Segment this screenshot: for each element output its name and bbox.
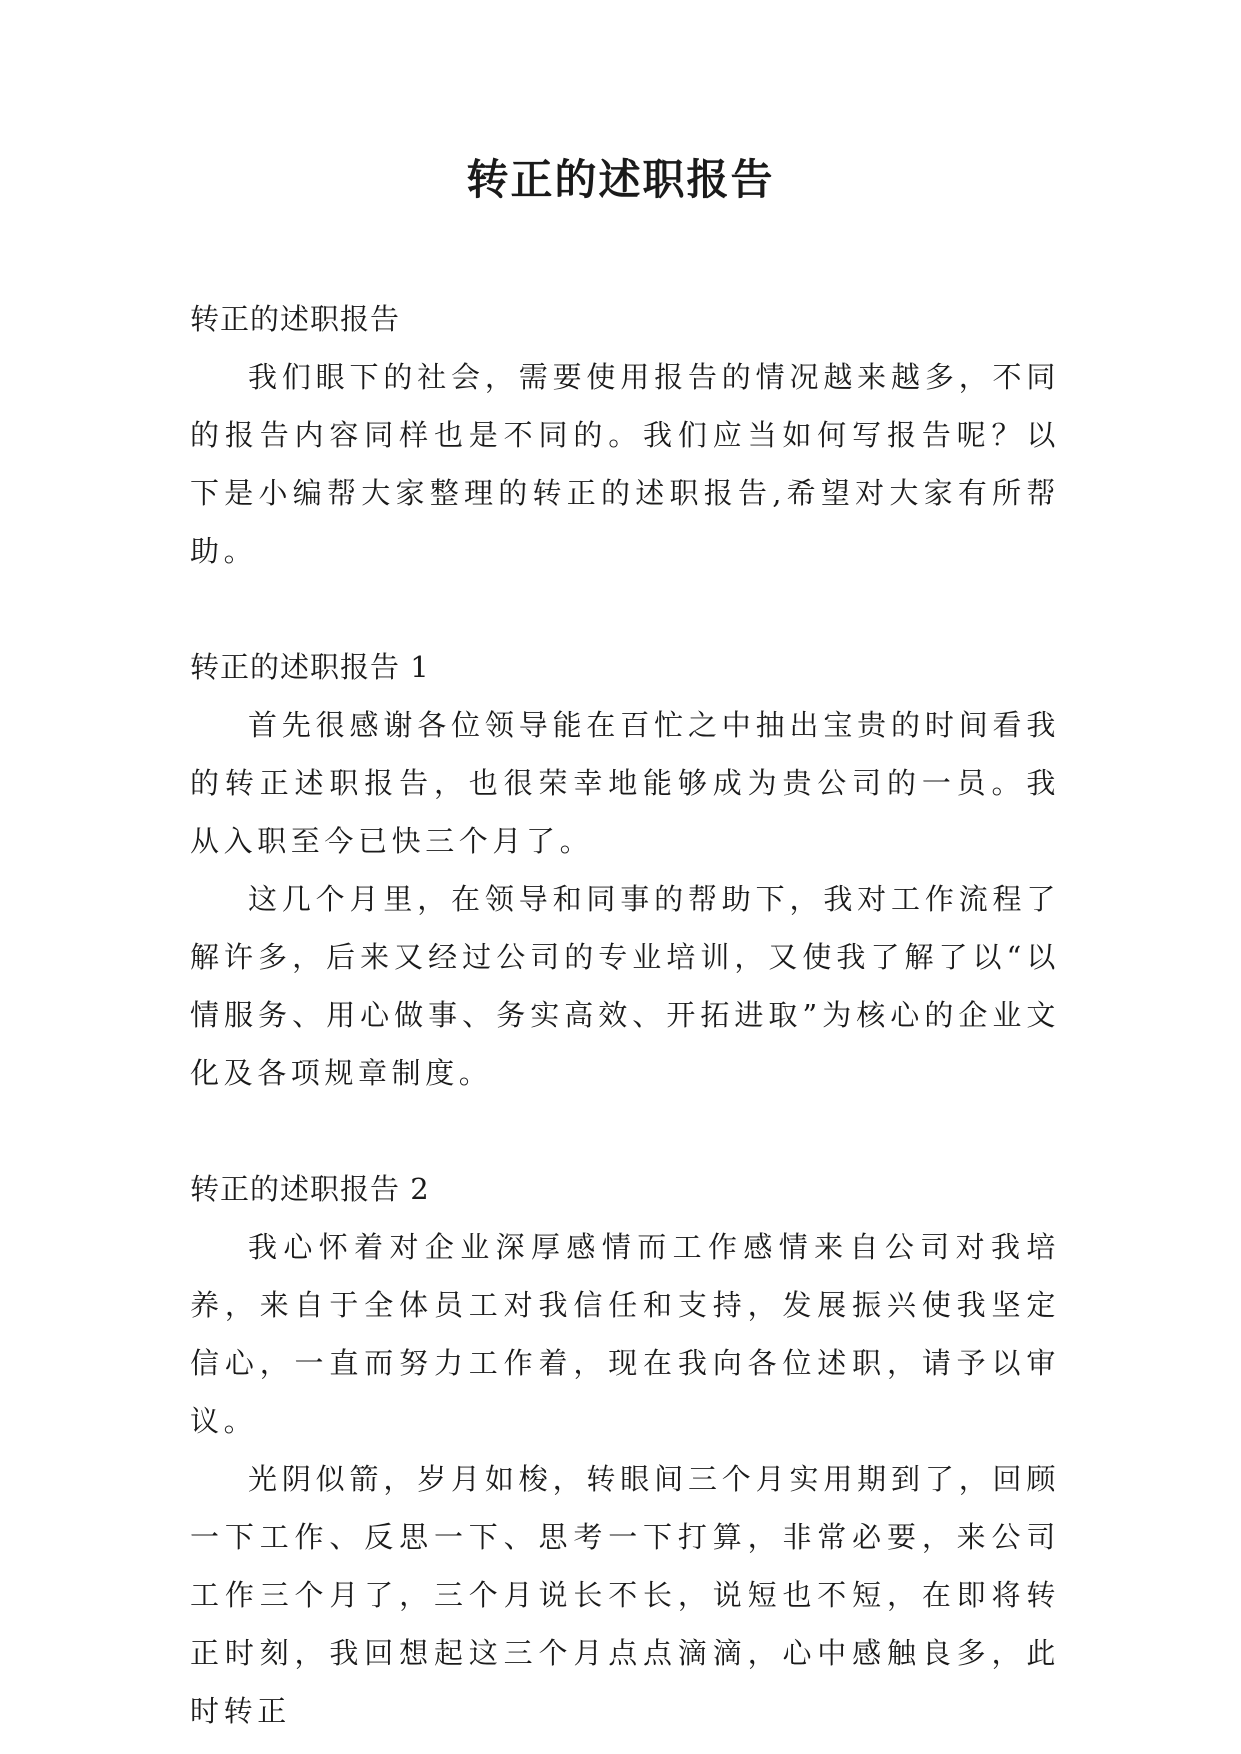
intro-heading: 转正的述职报告 <box>190 302 401 336</box>
section-2-paragraph-2: 光阴似箭，岁月如梭，转眼间三个月实用期到了，回顾一下工作、反思一下、思考一下打算，非常必要，来公司工作三个月了，三个月说长不长，说短也不短，在即将转正时刻，我回想起这三个月点点滴滴，心中感触良多，此时转正 <box>190 1462 1060 1728</box>
section-1-paragraph-1: 首先很感谢各位领导能在百忙之中抽出宝贵的时间看我的转正述职报告，也很荣幸地能够成为贵公司的一员。我从入职至今已快三个月了。 <box>190 708 1060 858</box>
section-2-paragraph-1: 我心怀着对企业深厚感情而工作感情来自公司对我培养，来自于全体员工对我信任和支持，发展振兴使我坚定信心，一直而努力工作着，现在我向各位述职，请予以审议。 <box>190 1230 1060 1438</box>
section-1-paragraph-2: 这几个月里，在领导和同事的帮助下，我对工作流程了解许多，后来又经过公司的专业培训，又使我了解了以“以情服务、用心做事、务实高效、开拓进取”为核心的企业文化及各项规章制度。 <box>190 882 1060 1090</box>
intro-paragraph: 我们眼下的社会，需要使用报告的情况越来越多，不同的报告内容同样也是不同的。我们应当如何写报告呢？以下是小编帮大家整理的转正的述职报告,希望对大家有所帮助。 <box>190 360 1060 568</box>
section-1-heading: 转正的述职报告 1 <box>190 650 430 684</box>
section-2-heading: 转正的述职报告 2 <box>190 1172 430 1206</box>
document-title: 转正的述职报告 <box>466 155 775 204</box>
document-body <box>190 290 1060 1740</box>
